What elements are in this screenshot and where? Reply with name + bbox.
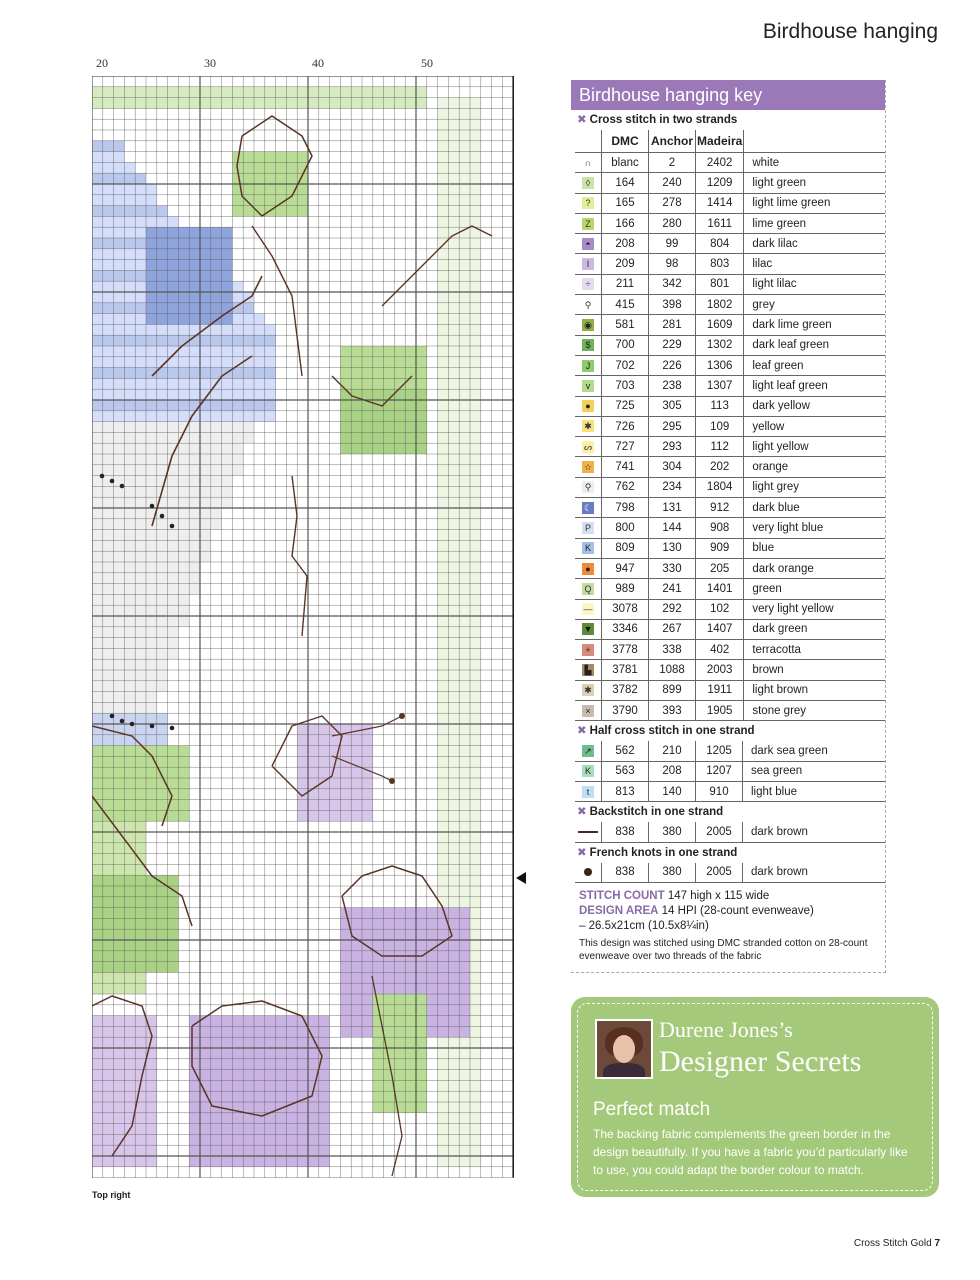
- colour-name: lilac: [744, 254, 885, 274]
- anchor-value: 238: [649, 376, 696, 396]
- key-row: [575, 254, 885, 274]
- key-row: [575, 498, 885, 518]
- page-number: 7: [934, 1238, 940, 1249]
- colour-name: very light blue: [744, 518, 885, 538]
- section-label: Backstitch in one strand: [589, 806, 724, 819]
- colour-name: light brown: [744, 680, 885, 700]
- key-row: [575, 680, 885, 700]
- anchor-value: 130: [649, 538, 696, 558]
- key-table-back: [575, 822, 885, 842]
- madeira-value: 1414: [696, 193, 744, 213]
- madeira-value: 102: [696, 599, 744, 619]
- anchor-value: 99: [649, 234, 696, 254]
- colour-name: light blue: [743, 781, 886, 801]
- dmc-value: 762: [602, 477, 649, 497]
- key-row: [575, 579, 885, 599]
- madeira-value: 205: [696, 558, 744, 578]
- colour-name: lime green: [744, 213, 885, 233]
- madeira-value: 1302: [696, 335, 744, 355]
- key-section-back: [571, 802, 885, 822]
- anchor-value: 210: [649, 741, 696, 761]
- designer-subtitle: Perfect match: [593, 1099, 711, 1120]
- colour-name: leaf green: [744, 355, 885, 375]
- footer-brand: Cross Stitch Gold: [853, 1238, 932, 1249]
- dmc-value: 164: [602, 173, 649, 193]
- key-row: [575, 193, 885, 213]
- colour-name: dark leaf green: [744, 335, 885, 355]
- symbol-swatch-icon: v: [582, 380, 594, 392]
- symbol-swatch-icon: ×: [582, 705, 594, 717]
- dmc-value: 211: [602, 274, 649, 294]
- colour-name: terracotta: [744, 640, 885, 660]
- symbol-swatch-icon: Z: [582, 218, 594, 230]
- colour-name: dark brown: [743, 822, 886, 842]
- header-madeira: Madeira: [696, 130, 744, 153]
- key-row: [575, 173, 885, 193]
- column-number: 20: [96, 56, 108, 70]
- madeira-value: 1911: [696, 680, 744, 700]
- key-row: [575, 822, 885, 842]
- symbol-swatch-icon: t: [582, 786, 594, 798]
- key-row: [575, 477, 885, 497]
- madeira-value: 908: [696, 518, 744, 538]
- dmc-value: 700: [602, 335, 649, 355]
- key-section-cross: [571, 110, 885, 130]
- anchor-value: 380: [649, 863, 696, 883]
- key-row: [575, 213, 885, 233]
- designer-avatar: [595, 1019, 653, 1079]
- madeira-value: 1611: [696, 213, 744, 233]
- colour-name: grey: [744, 295, 885, 315]
- colour-name: very light yellow: [744, 599, 885, 619]
- anchor-value: 398: [649, 295, 696, 315]
- key-row: [575, 741, 885, 761]
- symbol-swatch-icon: ↗: [582, 745, 594, 757]
- key-footer: [571, 883, 885, 969]
- key-header-row: [575, 130, 885, 153]
- madeira-value: 1401: [696, 579, 744, 599]
- key-row: [575, 274, 885, 294]
- dmc-value: 165: [602, 193, 649, 213]
- stitch-grid: [92, 76, 518, 1184]
- dmc-value: 838: [602, 822, 649, 842]
- anchor-value: 342: [649, 274, 696, 294]
- anchor-value: 144: [649, 518, 696, 538]
- key-row: [575, 518, 885, 538]
- colour-name: dark blue: [744, 498, 885, 518]
- key-section-half: [571, 721, 885, 741]
- designer-secrets-box: [571, 997, 939, 1197]
- design-area-label: DESIGN AREA: [579, 904, 659, 917]
- designer-title: Designer Secrets: [659, 1045, 862, 1078]
- madeira-value: 1205: [696, 741, 743, 761]
- madeira-value: 2005: [696, 822, 743, 842]
- symbol-swatch-icon: ▙: [582, 664, 594, 676]
- dmc-value: 563: [602, 761, 649, 781]
- symbol-swatch-icon: K: [582, 765, 594, 777]
- colour-name: light lime green: [744, 193, 885, 213]
- colour-name: dark sea green: [743, 741, 886, 761]
- dmc-value: 947: [602, 558, 649, 578]
- anchor-value: 2: [649, 153, 696, 173]
- key-row: [575, 295, 885, 315]
- anchor-value: 229: [649, 335, 696, 355]
- key-title: Birdhouse hanging key: [571, 80, 885, 110]
- colour-name: sea green: [743, 761, 886, 781]
- symbol-swatch-icon: —: [583, 604, 593, 615]
- symbol-swatch-icon: ☆: [583, 462, 593, 473]
- madeira-value: 2402: [696, 153, 744, 173]
- colour-name: white: [744, 153, 885, 173]
- designer-name: Durene Jones’s: [659, 1017, 793, 1042]
- symbol-swatch-icon: ◓: [582, 238, 594, 250]
- key-table-knots: [575, 863, 885, 883]
- dmc-value: 725: [602, 396, 649, 416]
- key-row: [575, 416, 885, 436]
- key-row: [575, 558, 885, 578]
- colour-name: brown: [744, 660, 885, 680]
- page-title: Birdhouse hanging: [762, 20, 938, 43]
- header-anchor: Anchor: [649, 130, 696, 153]
- madeira-value: 803: [696, 254, 744, 274]
- symbol-swatch-icon: ?: [582, 197, 594, 209]
- anchor-value: 226: [649, 355, 696, 375]
- section-label: French knots in one strand: [589, 846, 738, 859]
- colour-name: dark yellow: [744, 396, 885, 416]
- cross-stitch-chart: [92, 56, 522, 1186]
- cross-mark-icon: ✖: [577, 806, 587, 819]
- madeira-value: 202: [696, 457, 744, 477]
- madeira-value: 113: [696, 396, 744, 416]
- page-footer: [854, 1238, 940, 1249]
- dmc-value: 741: [602, 457, 649, 477]
- anchor-value: 338: [649, 640, 696, 660]
- key-row: [575, 355, 885, 375]
- chart-caption: Top right: [92, 1190, 131, 1200]
- anchor-value: 295: [649, 416, 696, 436]
- dmc-value: 3778: [602, 640, 649, 660]
- dmc-value: 702: [602, 355, 649, 375]
- chart-key: [571, 80, 886, 973]
- madeira-value: 109: [696, 416, 744, 436]
- symbol-swatch-icon: ÷: [582, 278, 594, 290]
- column-number: 30: [204, 56, 216, 70]
- key-table-half: [575, 741, 885, 802]
- backstitch-line-icon: [578, 831, 598, 833]
- dmc-value: 809: [602, 538, 649, 558]
- symbol-swatch-icon: Q: [582, 583, 594, 595]
- madeira-value: 1802: [696, 295, 744, 315]
- colour-name: dark lime green: [744, 315, 885, 335]
- center-arrow-icon: [516, 872, 526, 884]
- dmc-value: 3078: [602, 599, 649, 619]
- dmc-value: 813: [602, 781, 649, 801]
- symbol-swatch-icon: P: [582, 522, 594, 534]
- header-dmc: DMC: [602, 130, 649, 153]
- section-label: Half cross stitch in one strand: [589, 725, 755, 738]
- anchor-value: 98: [649, 254, 696, 274]
- key-row: [575, 599, 885, 619]
- symbol-swatch-icon: J: [582, 360, 594, 372]
- colour-name: light leaf green: [744, 376, 885, 396]
- symbol-swatch-icon: ☾: [583, 502, 593, 513]
- key-row: [575, 396, 885, 416]
- colour-name: orange: [744, 457, 885, 477]
- key-row: [575, 437, 885, 457]
- key-row: [575, 376, 885, 396]
- dmc-value: 703: [602, 376, 649, 396]
- anchor-value: 234: [649, 477, 696, 497]
- dmc-value: 208: [602, 234, 649, 254]
- colour-name: yellow: [744, 416, 885, 436]
- madeira-value: 909: [696, 538, 744, 558]
- madeira-value: 1407: [696, 619, 744, 639]
- anchor-value: 305: [649, 396, 696, 416]
- anchor-value: 1088: [649, 660, 696, 680]
- madeira-value: 1207: [696, 761, 743, 781]
- symbol-swatch-icon: ✱: [582, 420, 594, 432]
- colour-name: blue: [744, 538, 885, 558]
- symbol-swatch-icon: I: [582, 258, 594, 270]
- madeira-value: 804: [696, 234, 744, 254]
- key-row: [575, 538, 885, 558]
- symbol-swatch-icon: ⚲: [582, 481, 594, 493]
- anchor-value: 208: [649, 761, 696, 781]
- anchor-value: 241: [649, 579, 696, 599]
- dmc-value: 3781: [602, 660, 649, 680]
- anchor-value: 292: [649, 599, 696, 619]
- symbol-swatch-icon: ◉: [582, 319, 594, 331]
- dmc-value: 726: [602, 416, 649, 436]
- anchor-value: 393: [649, 701, 696, 721]
- key-table-cross: [575, 130, 885, 721]
- dmc-value: 727: [602, 437, 649, 457]
- colour-name: light lilac: [744, 274, 885, 294]
- dmc-value: 209: [602, 254, 649, 274]
- anchor-value: 280: [649, 213, 696, 233]
- cross-mark-icon: ✖: [577, 725, 587, 738]
- french-knot-icon: [584, 868, 592, 876]
- dmc-value: 3782: [602, 680, 649, 700]
- madeira-value: 1307: [696, 376, 744, 396]
- madeira-value: 1905: [696, 701, 744, 721]
- dmc-value: 800: [602, 518, 649, 538]
- anchor-value: 330: [649, 558, 696, 578]
- dmc-value: 3346: [602, 619, 649, 639]
- dmc-value: 798: [602, 498, 649, 518]
- key-row: [575, 781, 885, 801]
- madeira-value: 910: [696, 781, 743, 801]
- designer-text: The backing fabric complements the green border in the design beautifully. If you have a fabric you’d particularly like to use, you could adapt the border colour to match.: [593, 1127, 908, 1177]
- dmc-value: 415: [602, 295, 649, 315]
- madeira-value: 1306: [696, 355, 744, 375]
- dmc-value: blanc: [602, 153, 649, 173]
- key-section-knots: [571, 843, 885, 863]
- anchor-value: 281: [649, 315, 696, 335]
- colour-name: stone grey: [744, 701, 885, 721]
- colour-name: light yellow: [744, 437, 885, 457]
- madeira-value: 2003: [696, 660, 744, 680]
- anchor-value: 899: [649, 680, 696, 700]
- symbol-swatch-icon: ✱: [582, 684, 594, 696]
- anchor-value: 293: [649, 437, 696, 457]
- symbol-swatch-icon: ◊: [582, 177, 594, 189]
- symbol-swatch-icon: ⚲: [582, 299, 594, 311]
- dmc-value: 3790: [602, 701, 649, 721]
- column-number: 50: [421, 56, 433, 70]
- key-row: [575, 619, 885, 639]
- anchor-value: 278: [649, 193, 696, 213]
- dmc-value: 989: [602, 579, 649, 599]
- key-row: [575, 234, 885, 254]
- colour-name: dark lilac: [744, 234, 885, 254]
- column-number: 40: [312, 56, 324, 70]
- symbol-swatch-icon: ∩: [582, 157, 594, 169]
- anchor-value: 304: [649, 457, 696, 477]
- symbol-swatch-icon: ●: [582, 563, 594, 575]
- symbol-swatch-icon: ᔕ: [583, 441, 593, 452]
- anchor-value: 380: [649, 822, 696, 842]
- symbol-swatch-icon: K: [582, 542, 594, 554]
- key-row: [575, 640, 885, 660]
- cross-mark-icon: ✖: [577, 846, 587, 859]
- stitch-count-value: 147 high x 115 wide: [667, 889, 770, 902]
- key-row: [575, 660, 885, 680]
- madeira-value: 1804: [696, 477, 744, 497]
- column-numbers: [92, 56, 522, 74]
- dmc-value: 166: [602, 213, 649, 233]
- madeira-value: 402: [696, 640, 744, 660]
- madeira-value: 112: [696, 437, 744, 457]
- key-row: [575, 863, 885, 883]
- key-row: [575, 701, 885, 721]
- dmc-value: 562: [602, 741, 649, 761]
- madeira-value: 1609: [696, 315, 744, 335]
- stitch-count-label: STITCH COUNT: [579, 889, 665, 902]
- key-row: [575, 335, 885, 355]
- anchor-value: 267: [649, 619, 696, 639]
- dmc-value: 581: [602, 315, 649, 335]
- key-row: [575, 315, 885, 335]
- stitched-note: This design was stitched using DMC stranded cotton on 28-count evenweave over two threads of the fabric: [579, 937, 868, 962]
- anchor-value: 131: [649, 498, 696, 518]
- design-area-size: – 26.5x21cm (10.5x8¼in): [579, 919, 709, 932]
- anchor-value: 240: [649, 173, 696, 193]
- colour-name: dark green: [744, 619, 885, 639]
- symbol-swatch-icon: $: [582, 339, 594, 351]
- key-row: [575, 153, 885, 173]
- key-row: [575, 761, 885, 781]
- design-area-value: 14 HPI (28-count evenweave): [661, 904, 814, 917]
- colour-name: dark orange: [744, 558, 885, 578]
- madeira-value: 1209: [696, 173, 744, 193]
- section-label: Cross stitch in two strands: [589, 114, 738, 126]
- key-row: [575, 457, 885, 477]
- colour-name: green: [744, 579, 885, 599]
- colour-name: dark brown: [743, 863, 886, 883]
- colour-name: light grey: [744, 477, 885, 497]
- colour-name: light green: [744, 173, 885, 193]
- madeira-value: 2005: [696, 863, 743, 883]
- symbol-swatch-icon: ●: [582, 400, 594, 412]
- cross-mark-icon: ✖: [577, 114, 587, 126]
- symbol-swatch-icon: ▼: [583, 624, 593, 635]
- madeira-value: 912: [696, 498, 744, 518]
- anchor-value: 140: [649, 781, 696, 801]
- dmc-value: 838: [602, 863, 649, 883]
- symbol-swatch-icon: +: [582, 644, 594, 656]
- madeira-value: 801: [696, 274, 744, 294]
